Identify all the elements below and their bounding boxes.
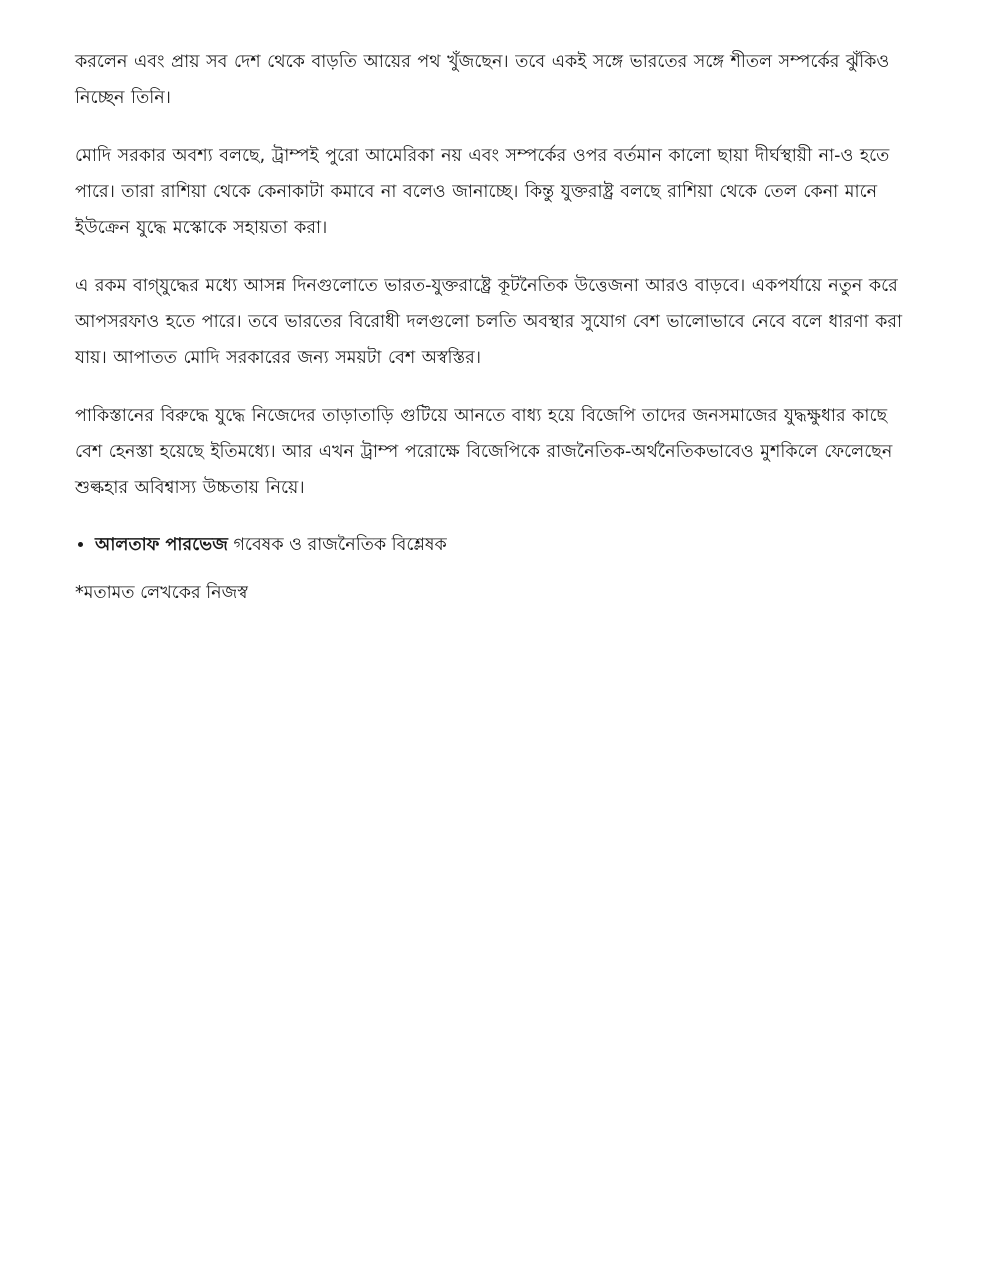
article-paragraph-1: করলেন এবং প্রায় সব দেশ থেকে বাড়তি আয়ের পথ খুঁজছেন। তবে একই সঙ্গে ভারতের সঙ্গে শীতল সম্পর্কের ঝুঁকিও নিচ্ছেন তিনি। <box>75 52 890 108</box>
byline <box>75 528 920 562</box>
article-paragraph-3: এ রকম বাগ্‌যুদ্ধের মধ্যে আসন্ন দিনগুলোতে ভারত-যুক্তরাষ্ট্রে কূটনৈতিক উত্তেজনা আরও বাড়বে। একপর্যায়ে নতুন করে আপসরফাও হতে পারে। তবে ভারতের বিরোধী দলগুলো চলতি অবস্থার সুযোগ বেশ ভালোভাবে নেবে বলে ধারণা করা যায়। আপাতত মোদি সরকারের জন্য সময়টা বেশ অস্বস্তির। <box>75 276 903 368</box>
byline-item <box>95 528 920 562</box>
author-name: আলতাফ পারভেজ <box>95 535 228 555</box>
opinion-disclaimer: *মতামত লেখকের নিজস্ব <box>75 583 248 603</box>
author-role: গবেষক ও রাজনৈতিক বিশ্লেষক <box>233 535 447 555</box>
article-paragraph-2: মোদি সরকার অবশ্য বলছে, ট্রাম্পই পুরো আমেরিকা নয় এবং সম্পর্কের ওপর বর্তমান কালো ছায়া দীর্ঘস্থায়ী না-ও হতে পারে। তারা রাশিয়া থেকে কেনাকাটা কমাবে না বলেও জানাচ্ছে। কিন্তু যুক্তরাষ্ট্র বলছে রাশিয়া থেকে তেল কেনা মানে ইউক্রেন যুদ্ধে মস্কোকে সহায়তা করা। <box>75 146 890 238</box>
article-body <box>75 44 920 610</box>
article-paragraph-4: পাকিস্তানের বিরুদ্ধে যুদ্ধে নিজেদের তাড়াতাড়ি গুটিয়ে আনতে বাধ্য হয়ে বিজেপি তাদের জনসমাজের যুদ্ধক্ষুধার কাছে বেশ হেনস্তা হয়েছে ইতিমধ্যে। আর এখন ট্রাম্প পরোক্ষে বিজেপিকে রাজনৈতিক-অর্থনৈতিকভাবেও মুশকিলে ফেলেছেন শুল্কহার অবিশ্বাস্য উচ্চতায় নিয়ে। <box>75 406 893 498</box>
